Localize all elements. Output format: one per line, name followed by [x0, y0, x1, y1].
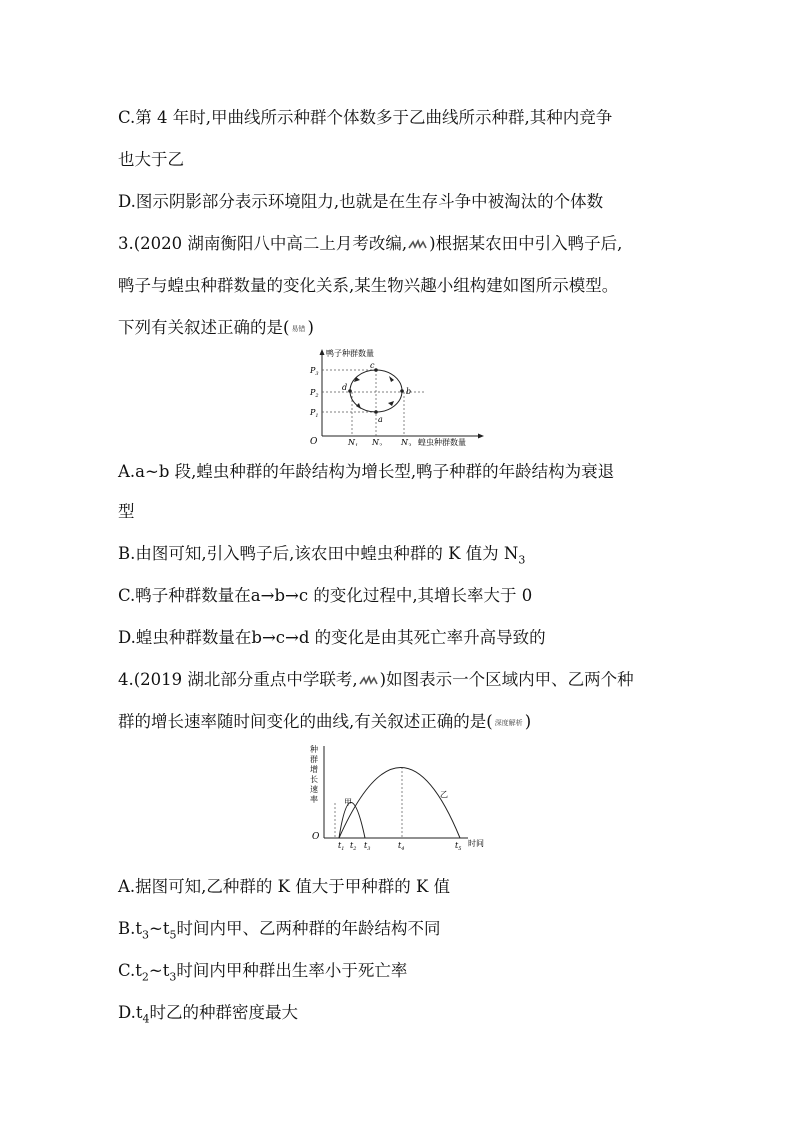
q4-stem-line2: [118, 710, 531, 735]
origin-label: O: [312, 832, 320, 842]
guide-lines: [322, 370, 426, 436]
figure-duck-locust-cycle: [308, 346, 498, 446]
q3-option-a-line1: A.a~b 段,蝗虫种群的年龄结构为增长型,鸭子种群的年龄结构为衰退: [118, 462, 615, 481]
curve-jia: [339, 803, 365, 839]
x-axis-label: 时间: [468, 839, 484, 848]
q3-stem-prefix: 3.(2020 湖南衡阳八中高二上月考改编,: [118, 234, 408, 253]
y-axis-arrow-icon: [320, 349, 325, 355]
q4-option-b: $B.t_3\sim t_5$时间内甲、乙两种群的年龄结构不同: [118, 919, 441, 942]
q4-option-a: A.据图可知,乙种群的 K 值大于甲种群的 K 值: [118, 877, 451, 896]
svg-text:率: 率: [310, 795, 318, 804]
difficulty-stars-icon: [358, 675, 380, 687]
y-axis-label: [310, 744, 318, 804]
svg-text:速: 速: [310, 785, 318, 794]
point-a: [374, 410, 378, 414]
difficulty-stars-icon: [407, 239, 429, 251]
q3-stem-suffix: )根据某农田中引入鸭子后,: [429, 234, 623, 253]
q3-option-a-line2: 型: [118, 502, 135, 521]
label-n3: $N_3$: [401, 438, 412, 446]
q3-tag: 易错: [291, 324, 306, 333]
svg-text:群: 群: [310, 755, 318, 764]
figure-growth-rate-curves: [308, 742, 498, 852]
x-axis-arrow-icon: [478, 434, 484, 439]
label-b: b: [406, 387, 412, 396]
label-t5: $t_5$: [455, 841, 462, 852]
point-c: [374, 368, 378, 372]
label-c: c: [370, 361, 375, 370]
x-axis-label: 蝗虫种群数量: [418, 438, 466, 446]
q3-stem-line2: 鸭子与蝗虫种群数量的变化关系,某生物兴趣小组构建如图所示模型。: [118, 276, 619, 295]
q3-option-c: C.鸭子种群数量在a→b→c 的变化过程中,其增长率大于 0: [118, 586, 533, 605]
q4-stem-line2-suffix: ): [524, 712, 532, 731]
label-t4: $t_4$: [398, 841, 405, 852]
q2-option-c-line1: C.第 4 年时,甲曲线所示种群个体数多于乙曲线所示种群,其种内竞争: [118, 108, 613, 127]
curve-yi: [339, 768, 460, 839]
label-d: d: [342, 383, 348, 392]
q2-option-c-line2: 也大于乙: [118, 150, 184, 169]
label-t1: $t_1$: [338, 841, 345, 852]
q3-option-b: B.由图可知,引入鸭子后,该农田中蝗虫种群的 K 值为 $N_3$: [118, 544, 526, 567]
label-p3: $P_3$: [310, 366, 319, 377]
q2-option-d: D.图示阴影部分表示环境阻力,也就是在生存斗争中被淘汰的个体数: [118, 192, 604, 211]
label-t2: $t_2$: [350, 841, 357, 852]
q4-stem-suffix: )如图表示一个区域内甲、乙两个种: [379, 670, 634, 689]
point-d: [348, 389, 352, 393]
q3-option-d: D.蝗虫种群数量在b→c→d 的变化是由其死亡率升高导致的: [118, 628, 546, 647]
label-t3: $t_3$: [364, 841, 371, 852]
svg-text:长: 长: [310, 775, 318, 784]
label-p1: $P_1$: [310, 408, 319, 419]
point-b: [400, 389, 404, 393]
label-n2: $N_2$: [372, 438, 383, 446]
svg-text:种: 种: [310, 745, 318, 754]
cycle-arrows: [354, 376, 394, 409]
q4-tag: 深度解析: [494, 718, 523, 727]
svg-text:增: 增: [310, 765, 318, 774]
label-a: a: [378, 415, 383, 424]
q3-stem-line3-prefix: 下列有关叙述正确的是(: [118, 318, 290, 337]
label-yi: 乙: [440, 790, 448, 799]
q4-option-d: $D.t_4$时乙的种群密度最大: [118, 1003, 299, 1026]
q3-stem-line3: [118, 316, 314, 341]
label-n1: $N_1$: [348, 438, 359, 446]
y-axis-label: 鸭子种群数量: [326, 349, 374, 358]
q4-stem-prefix: 4.(2019 湖北部分重点中学联考,: [118, 670, 358, 689]
q4-option-c: $C.t_2\sim t_3$时间内甲种群出生率小于死亡率: [118, 961, 408, 984]
origin-label: O: [310, 437, 318, 446]
label-p2: $P_2$: [310, 388, 319, 399]
q3-stem-line1: [118, 232, 622, 256]
q3-stem-line3-suffix: ): [307, 318, 314, 337]
q4-stem-line1: [118, 668, 634, 692]
q4-stem-line2-prefix: 群的增长速率随时间变化的曲线,有关叙述正确的是(: [118, 712, 493, 731]
label-jia: 甲: [344, 798, 352, 807]
